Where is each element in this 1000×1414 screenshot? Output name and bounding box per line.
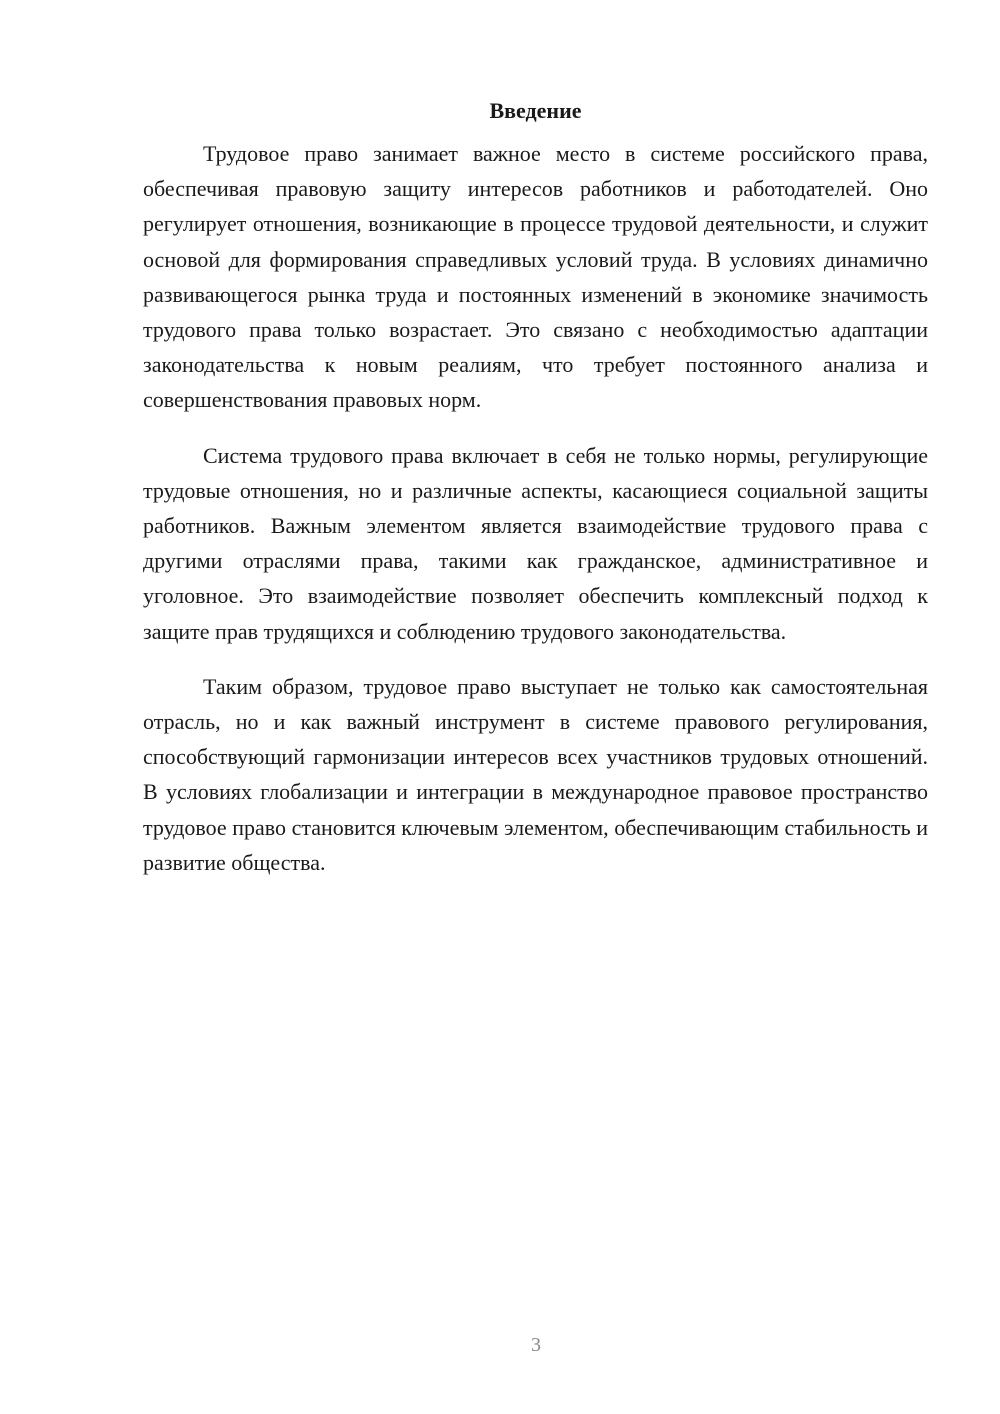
section-title: Введение	[489, 98, 582, 123]
paragraph-3: Таким образом, трудовое право выступает не только как самостоятельная отрасль, но и как важный инструмент в системе правового регулирования, способствующий гармонизации интересов всех участников трудовых отношений. В условиях глобализации и интеграции в международное правовое пространство трудовое право становится ключевым элементом, обеспечивающим стабильность и развитие общества.	[143, 673, 928, 875]
page-content	[143, 96, 928, 900]
page-number: 3	[531, 1334, 541, 1356]
paragraph-2: Система трудового права включает в себя не только нормы, регулирующие трудовые отношения, но и различные аспекты, касающиеся социальной защиты работников. Важным элементом является взаимодействие трудового права с другими отраслями права, такими как гражданское, административное и уголовное. Это взаимодействие позволяет обеспечить комплексный подход к защите прав трудящихся и соблюдению трудового законодательства.	[143, 442, 928, 644]
paragraph-1: Трудовое право занимает важное место в системе российского права, обеспечивая правовую защиту интересов работников и работодателей. Оно регулирует отношения, возникающие в процессе трудовой деятельности, и служит основой для формирования справедливых условий труда. В условиях динамично развивающегося рынка труда и постоянных изменений в экономике значимость трудового права только возрастает. Это связано с необходимостью адаптации законодательства к новым реалиям, что требует постоянного анализа и совершенствования правовых норм.	[143, 141, 928, 413]
